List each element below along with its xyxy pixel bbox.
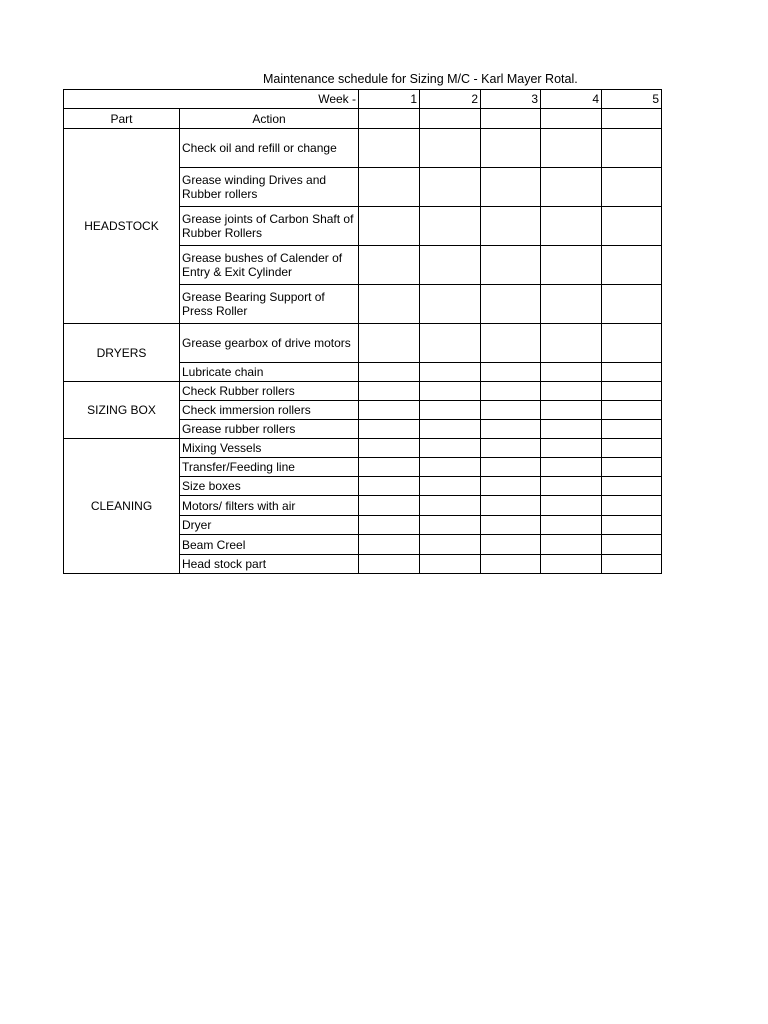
week-cell — [541, 129, 602, 168]
week-cell — [481, 401, 541, 420]
week-cell — [541, 477, 602, 496]
week-cell — [481, 496, 541, 516]
table-row — [64, 324, 662, 363]
week-cell — [602, 285, 662, 324]
week-cell — [420, 382, 481, 401]
part-name: CLEANING — [64, 439, 180, 574]
week-cell — [541, 109, 602, 129]
part-name: HEADSTOCK — [64, 129, 180, 324]
week-cell — [541, 207, 602, 246]
action-item: Check immersion rollers — [180, 401, 359, 420]
week-cell — [602, 496, 662, 516]
week-cell — [602, 168, 662, 207]
week-cell — [481, 458, 541, 477]
week-number-4: 4 — [541, 90, 602, 109]
week-cell — [481, 477, 541, 496]
action-item: Check Rubber rollers — [180, 382, 359, 401]
week-cell — [602, 109, 662, 129]
week-cell — [481, 324, 541, 363]
week-cell — [420, 324, 481, 363]
week-cell — [420, 246, 481, 285]
week-cell — [602, 516, 662, 535]
week-cell — [602, 535, 662, 555]
week-cell — [541, 285, 602, 324]
week-header-row — [64, 90, 662, 109]
week-cell — [602, 207, 662, 246]
week-cell — [359, 477, 420, 496]
week-cell — [420, 109, 481, 129]
week-cell — [541, 516, 602, 535]
week-cell — [359, 168, 420, 207]
week-cell — [481, 363, 541, 382]
week-cell — [481, 129, 541, 168]
week-cell — [420, 129, 481, 168]
week-cell — [481, 382, 541, 401]
action-item: Dryer — [180, 516, 359, 535]
week-cell — [602, 439, 662, 458]
week-cell — [420, 207, 481, 246]
week-cell — [602, 324, 662, 363]
maintenance-schedule-table — [63, 89, 662, 574]
week-cell — [541, 363, 602, 382]
week-cell — [541, 246, 602, 285]
week-cell — [359, 555, 420, 574]
table-row — [64, 382, 662, 401]
action-item: Lubricate chain — [180, 363, 359, 382]
week-cell — [481, 516, 541, 535]
part-name: DRYERS — [64, 324, 180, 382]
week-cell — [541, 458, 602, 477]
week-cell — [359, 109, 420, 129]
week-cell — [420, 458, 481, 477]
week-cell — [420, 535, 481, 555]
week-cell — [481, 535, 541, 555]
week-cell — [359, 129, 420, 168]
week-cell — [481, 246, 541, 285]
week-cell — [541, 420, 602, 439]
week-cell — [420, 168, 481, 207]
week-cell — [359, 363, 420, 382]
week-cell — [359, 439, 420, 458]
table-row — [64, 129, 662, 168]
week-cell — [420, 439, 481, 458]
action-item: Mixing Vessels — [180, 439, 359, 458]
column-header-row — [64, 109, 662, 129]
part-header: Part — [64, 109, 180, 129]
week-cell — [359, 324, 420, 363]
week-number-3: 3 — [481, 90, 541, 109]
action-item: Check oil and refill or change — [180, 129, 359, 168]
action-item: Transfer/Feeding line — [180, 458, 359, 477]
action-item: Head stock part — [180, 555, 359, 574]
week-cell — [481, 439, 541, 458]
part-name: SIZING BOX — [64, 382, 180, 439]
week-cell — [602, 246, 662, 285]
week-cell — [602, 420, 662, 439]
action-item: Grease rubber rollers — [180, 420, 359, 439]
table-row — [64, 439, 662, 458]
week-cell — [481, 207, 541, 246]
action-item: Grease Bearing Support of Press Roller — [180, 285, 359, 324]
action-header: Action — [180, 109, 359, 129]
week-cell — [359, 420, 420, 439]
schedule-body — [64, 90, 662, 574]
week-cell — [602, 401, 662, 420]
week-cell — [541, 382, 602, 401]
week-cell — [541, 324, 602, 363]
week-cell — [541, 535, 602, 555]
week-cell — [602, 363, 662, 382]
week-cell — [420, 285, 481, 324]
week-cell — [602, 555, 662, 574]
week-cell — [481, 109, 541, 129]
week-cell — [602, 477, 662, 496]
week-cell — [602, 458, 662, 477]
week-number-1: 1 — [359, 90, 420, 109]
week-cell — [359, 207, 420, 246]
action-item: Grease bushes of Calender of Entry & Exit Cylinder — [180, 246, 359, 285]
week-cell — [359, 401, 420, 420]
week-cell — [420, 555, 481, 574]
week-cell — [481, 555, 541, 574]
document-title: Maintenance schedule for Sizing M/C - Karl Mayer Rotal. — [263, 72, 578, 86]
week-cell — [481, 168, 541, 207]
week-cell — [359, 516, 420, 535]
week-cell — [420, 401, 481, 420]
week-cell — [481, 420, 541, 439]
week-cell — [359, 496, 420, 516]
week-cell — [359, 285, 420, 324]
week-cell — [420, 363, 481, 382]
action-item: Size boxes — [180, 477, 359, 496]
week-cell — [481, 285, 541, 324]
action-item: Motors/ filters with air — [180, 496, 359, 516]
week-cell — [420, 516, 481, 535]
week-cell — [359, 382, 420, 401]
week-cell — [359, 535, 420, 555]
week-cell — [359, 458, 420, 477]
week-number-2: 2 — [420, 90, 481, 109]
week-cell — [420, 477, 481, 496]
action-item: Grease joints of Carbon Shaft of Rubber Rollers — [180, 207, 359, 246]
week-cell — [541, 496, 602, 516]
week-number-5: 5 — [602, 90, 662, 109]
week-cell — [420, 496, 481, 516]
week-cell — [602, 129, 662, 168]
week-cell — [541, 401, 602, 420]
week-label: Week - — [64, 90, 359, 109]
week-cell — [541, 439, 602, 458]
week-cell — [602, 382, 662, 401]
week-cell — [359, 246, 420, 285]
week-cell — [541, 168, 602, 207]
week-cell — [420, 420, 481, 439]
action-item: Grease gearbox of drive motors — [180, 324, 359, 363]
action-item: Grease winding Drives and Rubber rollers — [180, 168, 359, 207]
action-item: Beam Creel — [180, 535, 359, 555]
week-cell — [541, 555, 602, 574]
